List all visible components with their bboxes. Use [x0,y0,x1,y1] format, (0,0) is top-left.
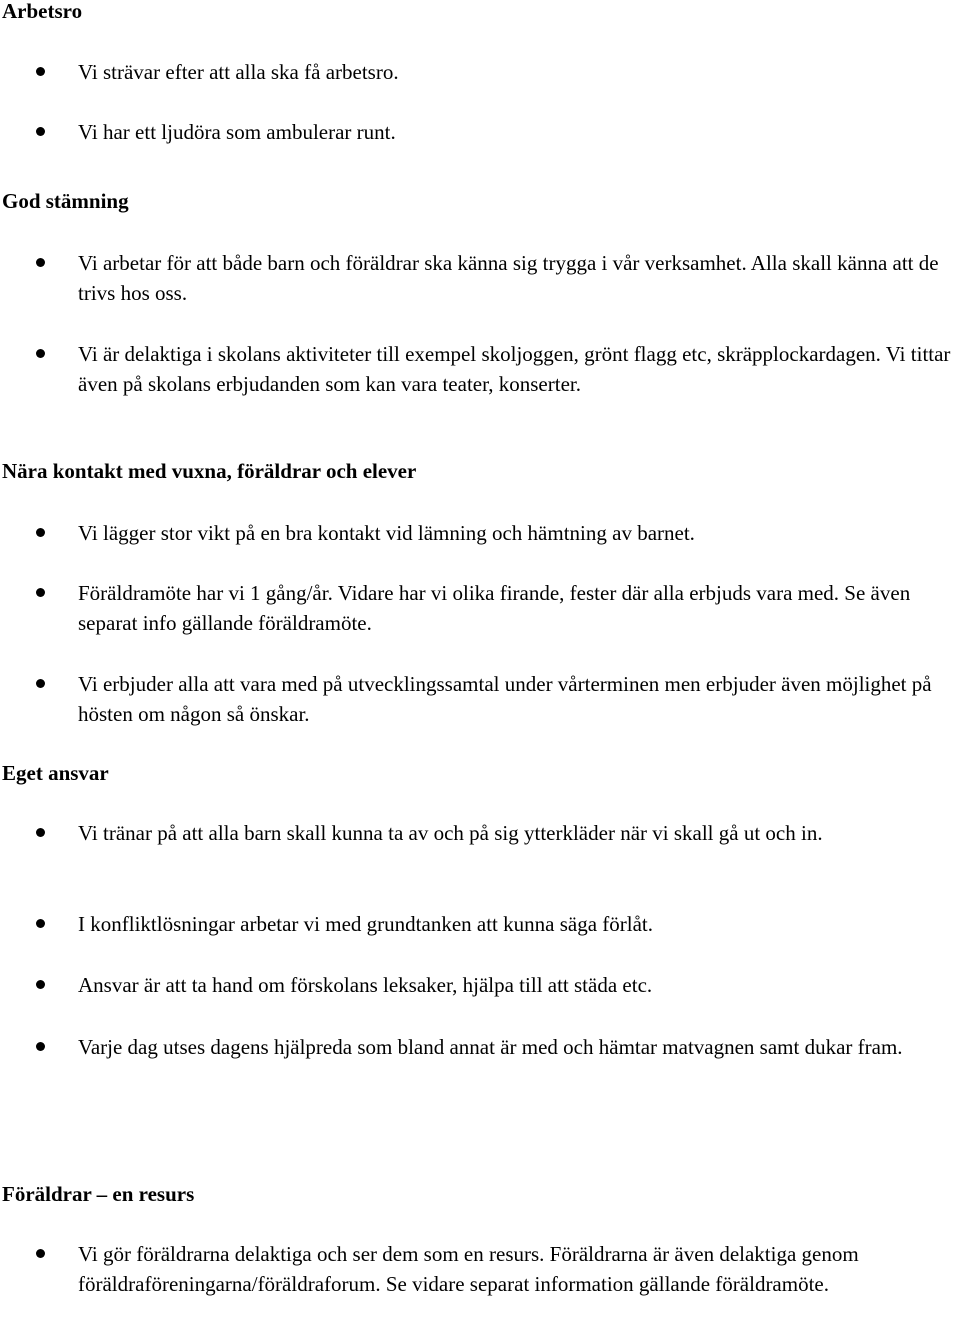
bullet-icon [36,1249,45,1258]
bullet-icon [36,127,45,136]
section-heading-nara-kontakt: Nära kontakt med vuxna, föräldrar och elever [2,459,417,483]
list-item: Vi strävar efter att alla ska få arbetsro. [78,60,399,84]
list-item: Vi har ett ljudöra som ambulerar runt. [78,120,396,144]
bullet-icon [36,67,45,76]
bullet-icon [36,528,45,537]
bullet-icon [36,980,45,989]
list-item: Vi lägger stor vikt på en bra kontakt vid lämning och hämtning av barnet. [78,521,695,545]
list-item: Vi arbetar för att både barn och föräldrar ska känna sig trygga i vår verksamhet. Alla skall känna att de trivs hos oss. [78,251,939,305]
bullet-icon [36,588,45,597]
bullet-icon [36,679,45,688]
section-heading-arbetsro: Arbetsro [2,0,83,23]
list-item: Vi erbjuder alla att vara med på utvecklingssamtal under vårterminen men erbjuder även möjlighet på hösten om någon så önskar. [78,672,932,726]
bullet-icon [36,349,45,358]
section-heading-eget-ansvar: Eget ansvar [2,761,109,785]
bullet-icon [36,1042,45,1051]
bullet-icon [36,258,45,267]
list-item: Vi tränar på att alla barn skall kunna ta av och på sig ytterkläder när vi skall gå ut och in. [78,821,823,845]
list-item: Vi gör föräldrarna delaktiga och ser dem som en resurs. Föräldrarna är även delaktiga genom föräldraföreningarna/föräldraforum. Se vidare separat information gällande föräldramöte. [78,1242,859,1296]
list-item: I konfliktlösningar arbetar vi med grundtanken att kunna säga förlåt. [78,912,653,936]
list-item: Varje dag utses dagens hjälpreda som bland annat är med och hämtar matvagnen samt dukar fram. [78,1035,903,1059]
list-item: Ansvar är att ta hand om förskolans leksaker, hjälpa till att städa etc. [78,973,653,997]
list-item: Föräldramöte har vi 1 gång/år. Vidare har vi olika firande, fester där alla erbjuds vara med. Se även separat info gällande föräldramöte. [78,581,911,635]
list-item: Vi är delaktiga i skolans aktiviteter till exempel skoljoggen, grönt flagg etc, skräpplockardagen. Vi tittar även på skolans erbjudanden som kan vara teater, konserter. [78,342,951,396]
bullet-icon [36,828,45,837]
section-heading-god-stamning: God stämning [2,189,129,213]
section-heading-foraldrar-en-resurs: Föräldrar – en resurs [2,1182,195,1206]
bullet-icon [36,919,45,928]
